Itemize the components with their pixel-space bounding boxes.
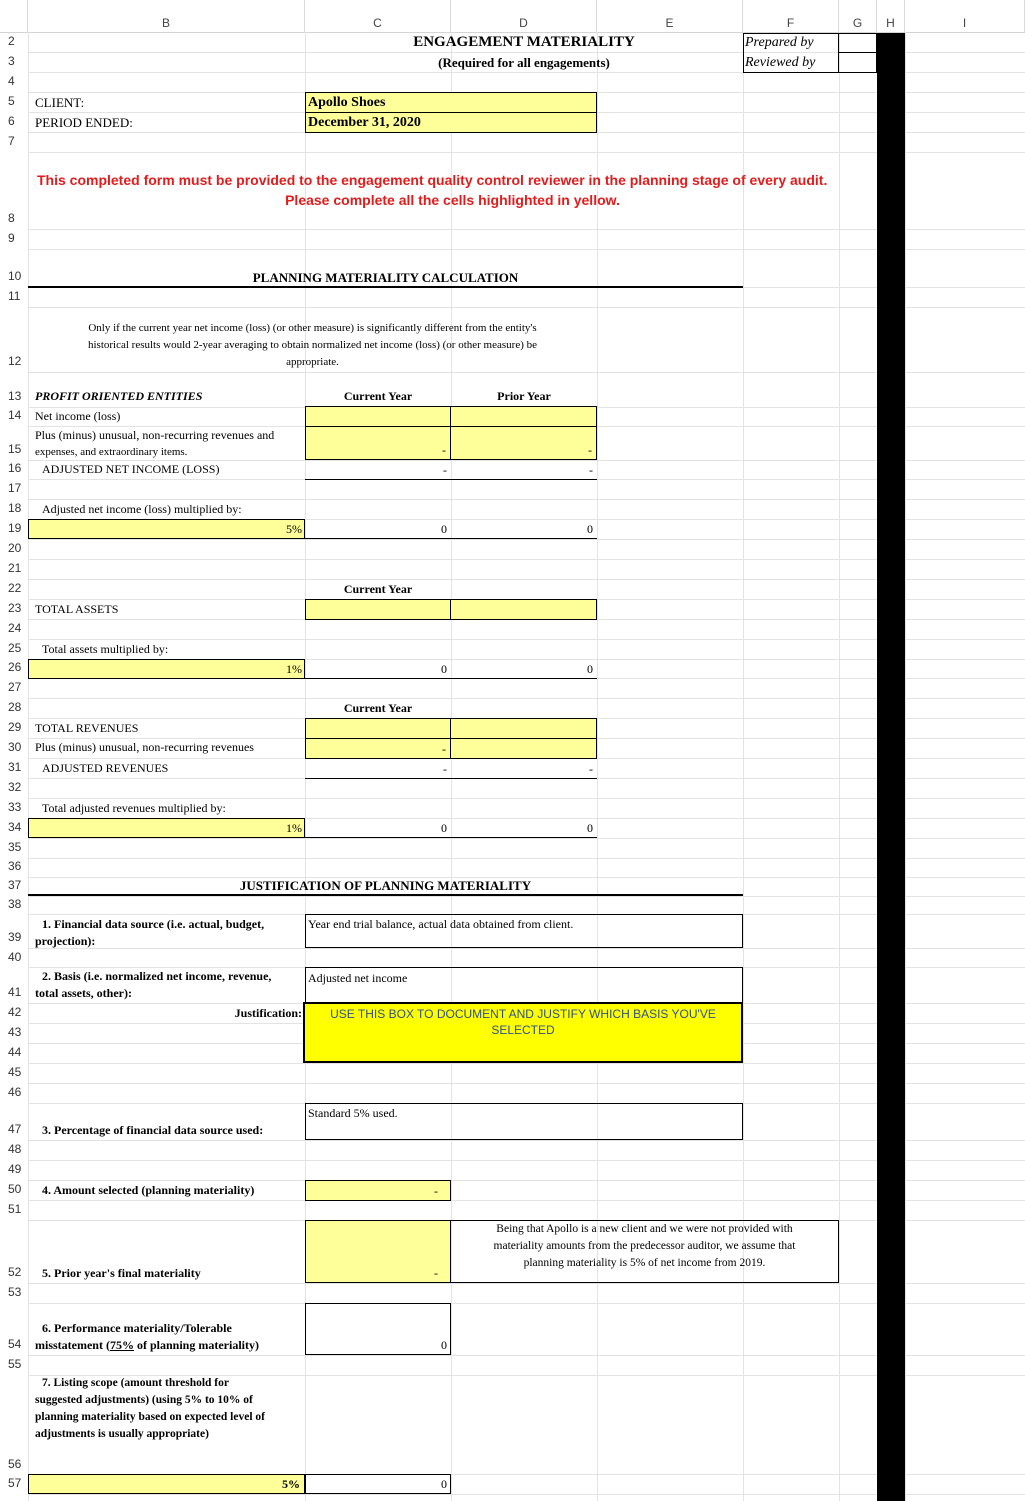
page-title: ENGAGEMENT MATERIALITY xyxy=(413,34,635,50)
q5-amount-value: - xyxy=(434,1266,438,1280)
gridline xyxy=(28,1303,1025,1304)
revenues-multiplied-label: Total adjusted revenues multiplied by: xyxy=(42,801,226,815)
row-header[interactable]: 47 xyxy=(8,1122,22,1136)
planning-heading: PLANNING MATERIALITY CALCULATION xyxy=(252,270,519,285)
q7-label-line-3: planning materiality based on expected level of xyxy=(35,1411,265,1423)
q2-label-line-1: 2. Basis (i.e. normalized net income, revenue, xyxy=(42,969,272,983)
justification-text-line-1: USE THIS BOX TO DOCUMENT AND JUSTIFY WHICH BASIS YOU'VE xyxy=(330,1007,716,1021)
prior-year-header: Prior Year xyxy=(497,389,551,403)
assets-rate-input[interactable] xyxy=(28,659,305,679)
q6-label-suffix: of planning materiality) xyxy=(133,1338,259,1352)
row-header[interactable]: 25 xyxy=(8,641,22,655)
q7-rate-value: 5% xyxy=(282,1477,300,1491)
q2-answer-input[interactable] xyxy=(305,967,743,1003)
adjusted-net-income-label: ADJUSTED NET INCOME (LOSS) xyxy=(42,462,220,476)
client-label: CLIENT: xyxy=(35,95,85,110)
unusual-items-prior-value: - xyxy=(588,443,592,457)
unusual-items-label-1: Plus (minus) unusual, non-recurring revenues and xyxy=(35,428,275,442)
row-header[interactable]: 19 xyxy=(8,521,22,535)
net-income-materiality-prior[interactable] xyxy=(451,519,597,539)
planning-note-line-3: appropriate. xyxy=(286,356,339,368)
total-revenues-prior-input[interactable] xyxy=(450,718,597,739)
adjusted-revenues-current-value: - xyxy=(443,762,447,776)
row-header[interactable]: 6 xyxy=(8,114,15,128)
gridline xyxy=(28,229,1025,230)
q1-answer-value: Year end trial balance, actual data obtained from client. xyxy=(308,917,574,931)
gridline xyxy=(28,32,29,1501)
row-header[interactable]: 37 xyxy=(8,878,22,892)
row-header[interactable]: 31 xyxy=(8,760,22,774)
reviewed-by-label: Reviewed by xyxy=(745,55,816,70)
row-header[interactable]: 12 xyxy=(8,354,22,368)
row-header[interactable]: 26 xyxy=(8,660,22,674)
row-header[interactable]: 41 xyxy=(8,985,22,999)
unusual-items-prior-input[interactable] xyxy=(450,426,597,460)
q7-label-line-4: adjustments is usually appropriate) xyxy=(35,1428,209,1440)
adjusted-net-income-prior-value: - xyxy=(589,463,593,477)
column-header-d[interactable]: D xyxy=(451,0,597,32)
row-header[interactable]: 23 xyxy=(8,601,22,615)
row-header[interactable]: 50 xyxy=(8,1182,22,1196)
net-income-rate-value: 5% xyxy=(286,522,302,536)
row-header[interactable]: 14 xyxy=(8,408,22,422)
justification-heading: JUSTIFICATION OF PLANNING MATERIALITY xyxy=(239,878,532,893)
net-income-materiality-current-value: 0 xyxy=(441,522,447,536)
gridline xyxy=(28,539,1025,540)
gridline xyxy=(905,32,906,1501)
net-income-rate-input[interactable] xyxy=(28,519,305,539)
gridline xyxy=(28,499,1025,500)
row-header[interactable]: 17 xyxy=(8,481,22,495)
row-header[interactable]: 30 xyxy=(8,740,22,754)
prepared-by-input[interactable] xyxy=(838,33,877,53)
planning-heading-rule xyxy=(28,286,743,288)
notice-line-2: Please complete all the cells highlighted in yellow. xyxy=(285,192,620,208)
justification-label: Justification: xyxy=(234,1006,302,1020)
row-header[interactable]: 35 xyxy=(8,840,22,854)
q3-label: 3. Percentage of financial data source used: xyxy=(42,1123,264,1137)
row-header[interactable]: 9 xyxy=(8,231,15,245)
row-header[interactable]: 27 xyxy=(8,680,22,694)
assets-multiplied-label: Total assets multiplied by: xyxy=(42,642,169,656)
gridline xyxy=(28,1180,1025,1181)
q1-label-line-2: projection): xyxy=(35,934,96,948)
total-revenues-current-input[interactable] xyxy=(305,718,451,739)
unusual-items-label-2: expenses, and extraordinary items. xyxy=(35,446,188,458)
q5-note-line-3: planning materiality is 5% of net income from 2019. xyxy=(523,1257,766,1269)
row-header[interactable]: 5 xyxy=(8,94,15,108)
adjusted-revenues-current-cell[interactable] xyxy=(305,759,451,779)
q7-label-line-1: 7. Listing scope (amount threshold for xyxy=(42,1377,229,1389)
gridline xyxy=(28,249,1025,250)
gridline xyxy=(28,579,1025,580)
unusual-items-current-input[interactable] xyxy=(305,426,451,460)
row-header[interactable]: 13 xyxy=(8,389,22,403)
gridline xyxy=(28,838,1025,839)
gridline xyxy=(28,1083,1025,1084)
gridline xyxy=(28,1200,1025,1201)
net-income-current-input[interactable] xyxy=(305,406,451,427)
row-header[interactable]: 43 xyxy=(8,1025,22,1039)
gridline xyxy=(28,559,1025,560)
adjusted-revenues-prior-value: - xyxy=(589,762,593,776)
row-header[interactable]: 10 xyxy=(8,269,22,283)
q5-note-box[interactable] xyxy=(450,1220,839,1283)
row-header[interactable]: 11 xyxy=(8,289,21,303)
row-header[interactable]: 16 xyxy=(8,461,22,475)
justification-heading-rule xyxy=(28,894,743,896)
revenues-materiality-current-value: 0 xyxy=(441,821,447,835)
client-name-input[interactable] xyxy=(305,92,597,113)
current-year-header-2: Current Year xyxy=(343,582,413,596)
adjusted-net-income-current-cell[interactable] xyxy=(305,460,451,480)
assets-materiality-current[interactable] xyxy=(305,659,451,679)
q6-percentage: 75% xyxy=(109,1338,134,1352)
row-header[interactable]: 3 xyxy=(8,54,15,68)
gridline xyxy=(28,1494,1025,1495)
row-header[interactable]: 51 xyxy=(8,1202,22,1216)
row-header[interactable]: 32 xyxy=(8,780,22,794)
q1-answer-input[interactable] xyxy=(305,914,743,948)
row-header[interactable]: 15 xyxy=(8,442,22,456)
q6-amount-value: 0 xyxy=(441,1338,447,1352)
planning-note-line-2: historical results would 2-year averaging to obtain normalized net income (loss) (or other measure) be xyxy=(87,339,538,351)
q6-label-prefix: misstatement ( xyxy=(35,1338,110,1352)
q7-amount-cell[interactable] xyxy=(305,1474,451,1494)
row-header[interactable]: 4 xyxy=(8,74,15,88)
column-header-g[interactable]: G xyxy=(839,0,877,32)
q5-label: 5. Prior year's final materiality xyxy=(42,1266,201,1280)
revenue-unusual-current-input[interactable] xyxy=(305,738,451,759)
q7-label-line-2: suggested adjustments) (using 5% to 10% of xyxy=(35,1394,253,1406)
row-header[interactable]: 22 xyxy=(8,581,22,595)
row-header[interactable]: 52 xyxy=(8,1265,22,1279)
revenues-rate-input[interactable] xyxy=(28,818,305,838)
row-header[interactable]: 38 xyxy=(8,897,22,911)
period-label: PERIOD ENDED: xyxy=(35,115,133,130)
row-header[interactable]: 18 xyxy=(8,501,22,515)
row-header[interactable]: 28 xyxy=(8,700,22,714)
column-header-b[interactable]: B xyxy=(28,0,305,32)
gridline xyxy=(28,896,1025,897)
page-subtitle: (Required for all engagements) xyxy=(438,55,610,70)
row-header[interactable]: 44 xyxy=(8,1045,22,1059)
row-header[interactable]: 48 xyxy=(8,1142,22,1156)
q3-answer-input[interactable] xyxy=(305,1103,743,1140)
row-header[interactable]: 36 xyxy=(8,859,22,873)
revenues-materiality-current[interactable] xyxy=(305,818,451,838)
revenue-unusual-current-value: - xyxy=(442,742,446,756)
row-header[interactable]: 56 xyxy=(8,1457,22,1471)
notice-line-1: This completed form must be provided to the engagement quality control reviewer in the planning stage of every audit. xyxy=(37,172,828,188)
net-income-materiality-current[interactable] xyxy=(305,519,451,539)
q7-rate-input[interactable] xyxy=(28,1474,305,1494)
row-header[interactable]: 45 xyxy=(8,1065,22,1079)
assets-materiality-current-value: 0 xyxy=(441,662,447,676)
q6-amount-cell[interactable] xyxy=(305,1303,451,1355)
row-header[interactable]: 40 xyxy=(8,950,22,964)
current-year-header-3: Current Year xyxy=(343,701,413,715)
row-header[interactable]: 34 xyxy=(8,820,22,834)
row-header[interactable]: 20 xyxy=(8,541,22,555)
revenues-materiality-prior[interactable] xyxy=(451,818,597,838)
column-header-h[interactable]: H xyxy=(877,0,905,32)
net-income-label: Net income (loss) xyxy=(35,409,121,423)
column-header-bar xyxy=(0,0,1025,33)
column-header-i[interactable]: I xyxy=(905,0,1025,32)
gridline xyxy=(28,372,1025,373)
total-assets-current-input[interactable] xyxy=(305,599,451,620)
assets-materiality-prior[interactable] xyxy=(451,659,597,679)
column-header-f[interactable]: F xyxy=(743,0,839,32)
q1-label-line-1: 1. Financial data source (i.e. actual, budget, xyxy=(42,917,265,931)
planning-note-line-1: Only if the current year net income (loss) (or other measure) is significantly different from the entity's xyxy=(88,322,537,334)
client-name-value: Apollo Shoes xyxy=(308,95,386,110)
period-ended-value: December 31, 2020 xyxy=(308,115,421,130)
adjusted-net-income-current-value: - xyxy=(443,463,447,477)
q4-amount-input[interactable] xyxy=(305,1180,451,1201)
q5-note-line-2: materiality amounts from the predecessor auditor, we assume that xyxy=(493,1240,796,1252)
q4-amount-value: - xyxy=(434,1184,438,1198)
assets-materiality-prior-value: 0 xyxy=(587,662,593,676)
gridline xyxy=(28,1140,1025,1141)
reviewed-by-input[interactable] xyxy=(838,52,877,73)
gridline xyxy=(28,1063,1025,1064)
adjusted-net-income-prior-cell[interactable] xyxy=(451,460,597,480)
row-header[interactable]: 53 xyxy=(8,1285,22,1299)
row-header[interactable]: 7 xyxy=(8,134,15,148)
gridline xyxy=(28,1375,1025,1376)
row-header[interactable]: 42 xyxy=(8,1005,22,1019)
gridline xyxy=(28,1283,1025,1284)
row-header[interactable]: 54 xyxy=(8,1337,22,1351)
row-header[interactable]: 49 xyxy=(8,1162,22,1176)
justification-text-line-2: SELECTED xyxy=(491,1023,555,1037)
q2-label-line-2: total assets, other): xyxy=(35,986,132,1000)
profit-oriented-label: PROFIT ORIENTED ENTITIES xyxy=(35,389,203,403)
row-header[interactable]: 29 xyxy=(8,720,22,734)
revenues-materiality-prior-value: 0 xyxy=(587,821,593,835)
q4-label: 4. Amount selected (planning materiality) xyxy=(42,1183,255,1197)
gridline xyxy=(28,1355,1025,1356)
column-header-c[interactable]: C xyxy=(305,0,451,32)
row-header[interactable]: 57 xyxy=(8,1476,22,1490)
row-header[interactable]: 2 xyxy=(8,34,15,48)
q2-answer-value: Adjusted net income xyxy=(308,971,408,985)
black-fill-column xyxy=(877,33,905,1501)
q3-answer-value: Standard 5% used. xyxy=(308,1106,398,1120)
prepared-by-label: Prepared by xyxy=(745,35,814,50)
row-header[interactable]: 33 xyxy=(8,800,22,814)
row-header[interactable]: 55 xyxy=(8,1357,22,1371)
assets-rate-value: 1% xyxy=(286,662,302,676)
gridline xyxy=(28,307,1025,308)
column-header-e[interactable]: E xyxy=(597,0,743,32)
net-income-prior-input[interactable] xyxy=(450,406,597,427)
adj-multiplied-label: Adjusted net income (loss) multiplied by: xyxy=(42,502,242,516)
q5-note-line-1: Being that Apollo is a new client and we were not provided with xyxy=(496,1223,793,1235)
q5-amount-input[interactable] xyxy=(305,1220,451,1283)
row-header[interactable]: 8 xyxy=(8,211,15,225)
gridline xyxy=(28,798,1025,799)
gridline xyxy=(28,858,1025,859)
adjusted-revenues-prior-cell[interactable] xyxy=(451,759,597,779)
gridline xyxy=(28,152,1025,153)
adjusted-revenues-label: ADJUSTED REVENUES xyxy=(42,761,169,775)
justification-textbox[interactable] xyxy=(303,1002,743,1063)
row-header[interactable]: 39 xyxy=(8,930,22,944)
net-income-materiality-prior-value: 0 xyxy=(587,522,593,536)
gridline xyxy=(28,1160,1025,1161)
signoff-label-box xyxy=(743,33,839,73)
current-year-header-1: Current Year xyxy=(343,389,413,403)
gridline xyxy=(28,948,1025,949)
total-assets-label: TOTAL ASSETS xyxy=(35,602,119,616)
total-revenues-label: TOTAL REVENUES xyxy=(35,721,139,735)
unusual-items-current-value: - xyxy=(442,443,446,457)
revenue-unusual-prior-input[interactable] xyxy=(450,738,597,759)
gridline xyxy=(839,32,840,1501)
select-all-corner[interactable] xyxy=(0,0,28,32)
q6-label-line-2 xyxy=(35,1338,259,1353)
row-header[interactable]: 24 xyxy=(8,621,22,635)
period-ended-input[interactable] xyxy=(305,112,597,133)
revenues-rate-value: 1% xyxy=(286,821,302,835)
gridline xyxy=(28,639,1025,640)
total-assets-prior-input[interactable] xyxy=(450,599,597,620)
row-header[interactable]: 46 xyxy=(8,1085,22,1099)
q6-label-line-1: 6. Performance materiality/Tolerable xyxy=(42,1321,232,1335)
q7-amount-value: 0 xyxy=(441,1477,447,1491)
row-header[interactable]: 21 xyxy=(8,561,22,575)
gridline xyxy=(28,698,1025,699)
revenue-unusual-label: Plus (minus) unusual, non-recurring revenues xyxy=(35,740,254,754)
